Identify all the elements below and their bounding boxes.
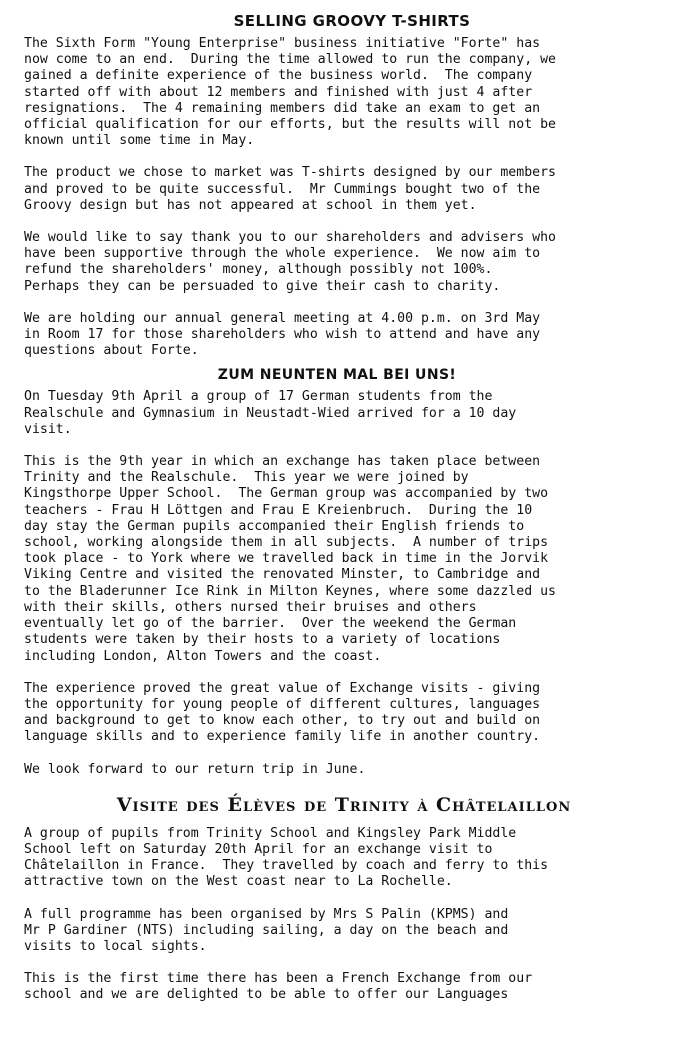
- paragraph: We look forward to our return trip in June.: [24, 761, 366, 777]
- paragraph: On Tuesday 9th April a group of 17 German students from the Realschule and Gymnasium in Neustadt-Wied arrived for a 10 day visit.: [24, 389, 517, 437]
- paragraph: The Sixth Form "Young Enterprise" business initiative "Forte" has now come to an end. During the time allowed to run the company, we gained a definite experience of the business world. The company started off with about 12 members and finished with just 4 after resignations. The 4 remaining members did take an exam to get an official qualification for our efforts, but the results will not be known until some time in May.: [24, 36, 556, 149]
- paragraph: A full programme has been organised by Mrs S Palin (KPMS) and Mr P Gardiner (NTS) including sailing, a day on the beach and visits to local sights.: [24, 906, 509, 954]
- newsletter-page: [24, 10, 680, 1020]
- paragraph: The experience proved the great value of Exchange visits - giving the opportunity for young people of different cultures, languages and background to get to know each other, to try out and build on language skills and to experience family life in another country.: [24, 680, 541, 745]
- paragraph: A group of pupils from Trinity School and Kingsley Park Middle School left on Saturday 20th April for an exchange visit to Châtelaillon in France. They travelled by coach and ferry to this attractive town on the West coast near to La Rochelle.: [24, 825, 549, 890]
- paragraph: We would like to say thank you to our shareholders and advisers who have been supportive through the whole experience. We now aim to refund the shareholders' money, although possibly not 100%. Perhaps they can be persuaded to give their cash to charity.: [24, 230, 556, 294]
- paragraph: We are holding our annual general meeting at 4.00 p.m. on 3rd May in Room 17 for those shareholders who wish to attend and have any questions about Forte.: [24, 310, 541, 359]
- paragraph: The product we chose to market was T-shirts designed by our members and proved to be quite successful. Mr Cummings bought two of the Groovy design but has not appeared at school in them yet.: [24, 165, 556, 213]
- paragraph: This is the 9th year in which an exchange has taken place between Trinity and the Realschule. This year we were joined by Kingsthorpe Upper School. The German group was accompanied by two teachers - Frau H Löttgen and Frau E Kreienbruch. During the 10 day stay the German pupils accompanied their English friends to school, working alongside them in all subjects. A number of trips took place - to York where we travelled back in time in the Jorvik Viking Centre and visited the renovated Minster, to Cambridge and to the Bladerunner Ice Rink in Milton Keynes, where some dazzled us with their skills, others nursed their bruises and others eventually let go of the barrier. Over the weekend the German students were taken by their hosts to a variety of locations including London, Alton Towers and the coast.: [24, 454, 556, 664]
- paragraph: This is the first time there has been a French Exchange from our school and we are delighted to be able to offer our Languages: [24, 971, 533, 1003]
- section-heading-t-shirts: SELLING GROOVY T-SHIRTS: [233, 12, 471, 30]
- section-heading-german-exchange: ZUM NEUNTEN MAL BEI UNS!: [217, 367, 457, 384]
- section-heading-french-exchange: Visite des Élèves de Trinity à Châtelaillon: [116, 793, 572, 816]
